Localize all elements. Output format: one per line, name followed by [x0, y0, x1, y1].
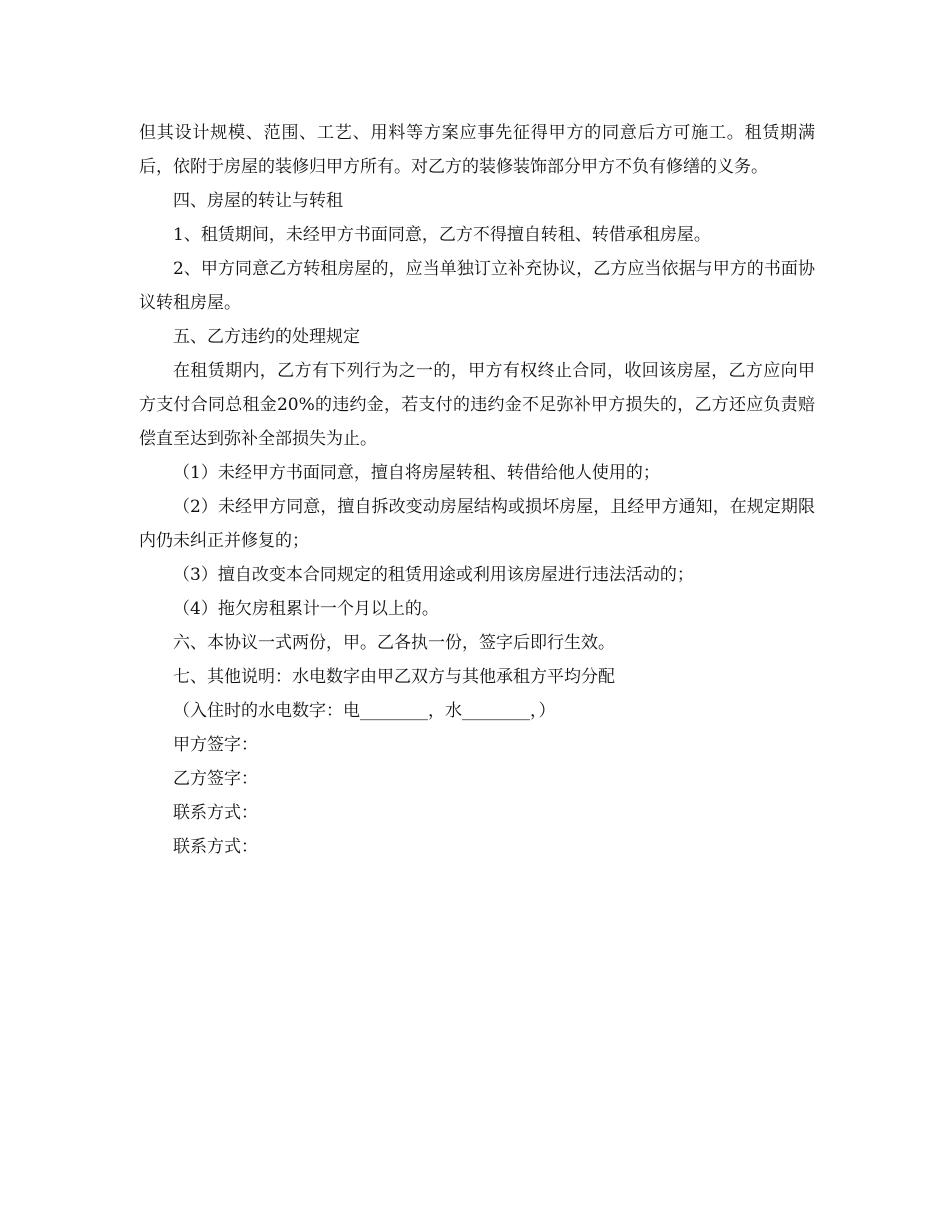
- clause-breach-intro: 在租赁期内，乙方有下列行为之一的，甲方有权终止合同，收回该房屋，乙方应向甲方支付合同总租金20%的违约金，若支付的违约金不足弥补甲方损失的，乙方还应负责赔偿直至达到弥补全部损失为止。: [139, 361, 815, 449]
- signature-party-b: 乙方签字：: [173, 769, 258, 789]
- contact-line-1: 联系方式：: [173, 803, 258, 823]
- clause-breach-item-4: （4）拖欠房租累计一个月以上的。: [173, 599, 439, 619]
- clause-other-notes: 七、其他说明：水电数字由甲乙双方与其他承租方平均分配: [173, 667, 615, 687]
- signature-party-a: 甲方签字：: [173, 735, 258, 755]
- contact-line-2: 联系方式：: [173, 837, 258, 857]
- clause-meter-readings: （入住时的水电数字：电________，水________，）: [173, 701, 556, 721]
- clause-breach-item-2: （2）未经甲方同意，擅自拆改变动房屋结构或损坏房屋，且经甲方通知，在规定期限内仍未纠正并修复的；: [139, 497, 815, 551]
- section-heading-transfer: 四、房屋的转让与转租: [173, 191, 343, 211]
- clause-transfer-1: 1、租赁期间，未经甲方书面同意，乙方不得擅自转租、转借承租房屋。: [173, 225, 711, 245]
- paragraph-continuation: 但其设计规模、范围、工艺、用料等方案应事先征得甲方的同意后方可施工。租赁期满后，依附于房屋的装修归甲方所有。对乙方的装修装饰部分甲方不负有修缮的义务。: [139, 123, 815, 177]
- section-heading-breach: 五、乙方违约的处理规定: [173, 327, 360, 347]
- clause-transfer-2: 2、甲方同意乙方转租房屋的，应当单独订立补充协议，乙方应当依据与甲方的书面协议转租房屋。: [139, 259, 815, 313]
- clause-copies: 六、本协议一式两份，甲。乙各执一份，签字后即行生效。: [173, 633, 615, 653]
- clause-breach-item-1: （1）未经甲方书面同意，擅自将房屋转租、转借给他人使用的；: [173, 463, 660, 483]
- document-body: [139, 116, 815, 864]
- clause-breach-item-3: （3）擅自改变本合同规定的租赁用途或利用该房屋进行违法活动的；: [173, 565, 694, 585]
